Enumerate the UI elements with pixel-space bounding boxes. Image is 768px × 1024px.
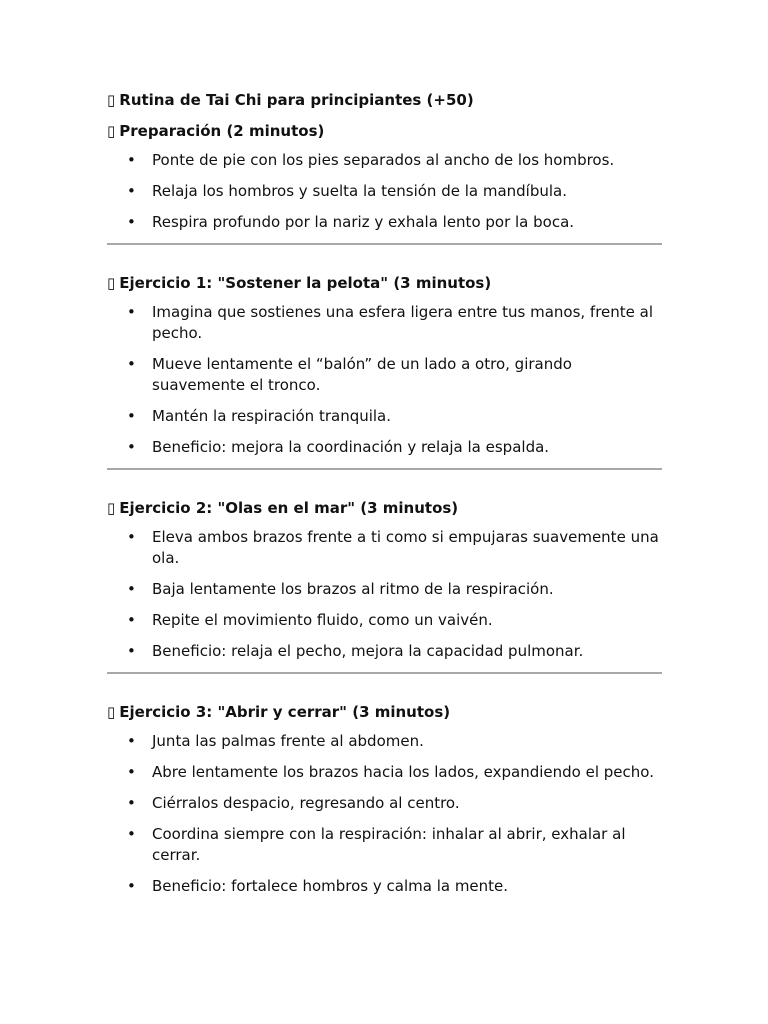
missing-glyph-icon: ▯ (107, 274, 116, 292)
section-ejercicio-1 (107, 273, 662, 470)
section-heading (107, 702, 662, 723)
section-heading (107, 498, 662, 519)
list-item: • Mantén la respiración tranquila. (107, 406, 662, 427)
section-heading-text: Ejercicio 2: "Olas en el mar" (3 minutos) (119, 499, 459, 517)
list-item: • Beneficio: fortalece hombros y calma la mente. (107, 876, 662, 897)
section-ejercicio-2 (107, 498, 662, 674)
missing-glyph-icon: ▯ (107, 703, 116, 721)
list-item: • Ponte de pie con los pies separados al ancho de los hombros. (107, 150, 662, 171)
list-item: • Imagina que sostienes una esfera ligera entre tus manos, frente al pecho. (107, 302, 662, 344)
list-item: • Ciérralos despacio, regresando al centro. (107, 793, 662, 814)
section-heading-text: Ejercicio 3: "Abrir y cerrar" (3 minutos) (119, 703, 451, 721)
list-item: • Beneficio: relaja el pecho, mejora la capacidad pulmonar. (107, 641, 662, 662)
list-item: • Relaja los hombros y suelta la tensión de la mandíbula. (107, 181, 662, 202)
list-item: • Abre lentamente los brazos hacia los lados, expandiendo el pecho. (107, 762, 662, 783)
section-preparacion (107, 121, 662, 245)
document-content (107, 90, 662, 897)
list-item: • Junta las palmas frente al abdomen. (107, 731, 662, 752)
section-heading-text: Preparación (2 minutos) (119, 122, 325, 140)
list-item: • Eleva ambos brazos frente a ti como si empujaras suavemente una ola. (107, 527, 662, 569)
bullet-list (107, 302, 662, 458)
section-heading (107, 273, 662, 294)
list-item: • Baja lentamente los brazos al ritmo de la respiración. (107, 579, 662, 600)
section-heading (107, 121, 662, 142)
section-heading-text: Ejercicio 1: "Sostener la pelota" (3 minutos) (119, 274, 492, 292)
bullet-list (107, 150, 662, 233)
bullet-list (107, 527, 662, 662)
list-item: • Respira profundo por la nariz y exhala lento por la boca. (107, 212, 662, 233)
section-divider (107, 468, 662, 470)
document-title (107, 90, 662, 111)
missing-glyph-icon: ▯ (107, 91, 116, 109)
section-divider (107, 672, 662, 674)
missing-glyph-icon: ▯ (107, 499, 116, 517)
list-item: • Beneficio: mejora la coordinación y relaja la espalda. (107, 437, 662, 458)
list-item: • Coordina siempre con la respiración: inhalar al abrir, exhalar al cerrar. (107, 824, 662, 866)
missing-glyph-icon: ▯ (107, 122, 116, 140)
section-ejercicio-3 (107, 702, 662, 897)
list-item: • Repite el movimiento fluido, como un vaivén. (107, 610, 662, 631)
list-item: • Mueve lentamente el “balón” de un lado a otro, girando suavemente el tronco. (107, 354, 662, 396)
bullet-list (107, 731, 662, 897)
section-divider (107, 243, 662, 245)
document-title-text: Rutina de Tai Chi para principiantes (+50) (119, 91, 474, 109)
